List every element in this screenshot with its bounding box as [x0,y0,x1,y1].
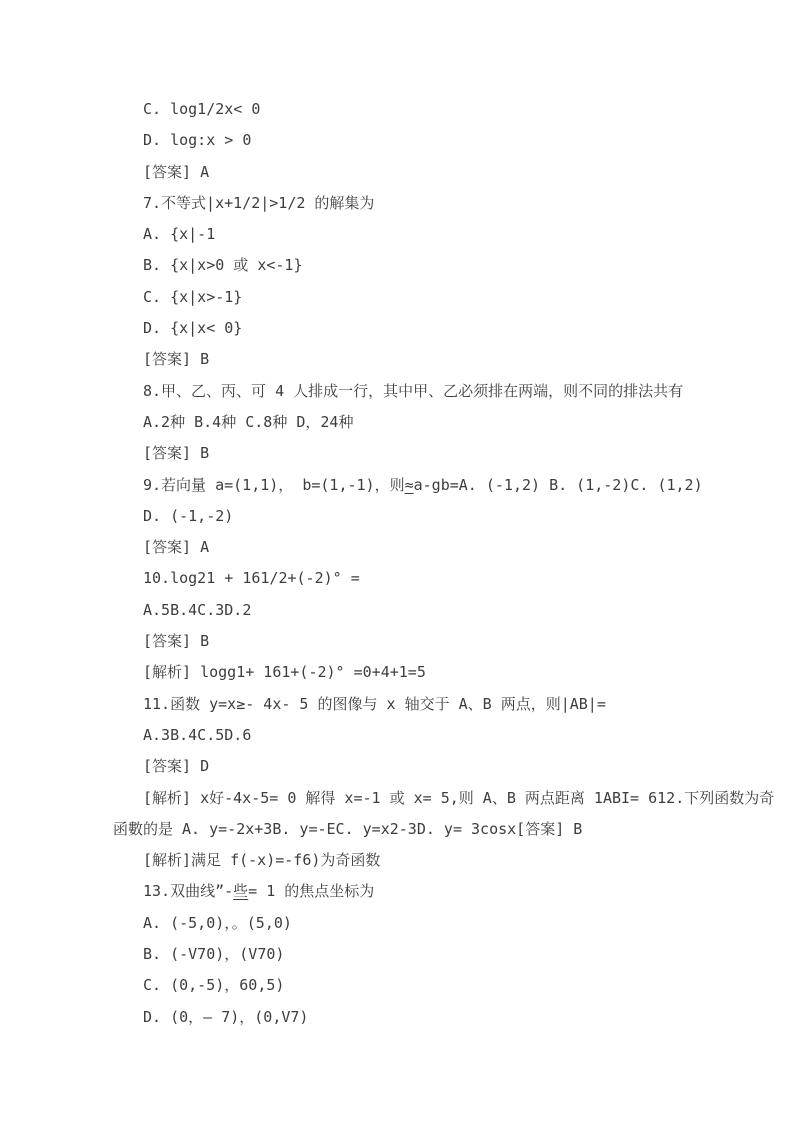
question-10-line: 10.log21 + 161/2+(-2)° = [143,569,360,588]
option-9d-line: D. (-1,-2) [143,506,234,525]
question-8-line: 8.甲、乙、丙、可 4 人排成一行，其中甲、乙必须排在两端，则不同的排法共有 [143,381,684,400]
option-6d-line: D. log:x > 0 [143,131,252,150]
analysis-11-continuation-line: 函數的是 A. y=-2x+3B. y=-EC. y=x2-3D. y= 3cosx[答案] B [113,819,583,838]
option-7d-line: D. {x|x< 0} [143,319,243,338]
option-7a-line: A. {x|-1 [143,225,216,244]
option-7b-line: B. {x|x>0 或 x<-1} [143,256,303,275]
analysis-12-line: [解析]满足 f(-x)=-f6)为奇函数 [143,851,381,870]
options-11-line: A.3B.4C.5D.6 [143,725,252,744]
question-13-line [113,876,746,907]
analysis-11-line: [解析] x好-4x-5= 0 解得 x=-1 或 x= 5,则 A、B 两点距离 1ABI= 612.下列函数为奇 [143,788,775,807]
question-9-text-post: a-gb=A. (-1,2) B. (1,-2)C. (1,2) [413,475,703,494]
question-13-text-pre: 13.双曲线”- [143,882,234,901]
answer-11-line: [答案] D [143,757,210,776]
question-13-text-post: = 1 的焦点坐标为 [248,882,375,901]
option-13d-line: D. (0，— 7)，(0,V7) [143,1007,309,1026]
analysis-10-line: [解析] logg1+ 161+(-2)° =0+4+1=5 [143,663,426,682]
formula-placeholder: ≈ [404,475,414,494]
question-7-line: 7.不等式|x+1/2|>1/2 的解集为 [143,193,375,212]
option-6c-line: C. log1/2x< 0 [143,100,261,118]
options-10-line: A.5B.4C.3D.2 [143,600,252,619]
answer-6-line: [答案] A [143,162,210,181]
question-11-line: 11.函数 y=x≥- 4x- 5 的图像与 x 轴交于 A、B 两点，则|AB|= [143,694,606,713]
option-13a-line: A. (-5,0)，。(5,0) [143,913,292,932]
option-13b-line: B. (-V70)，(V70) [143,945,285,964]
answer-7-line: [答案] B [143,350,210,369]
question-9-line [113,470,746,501]
question-9-text-pre: 9.若向量 a=(1,1)， b=(1,-1)，则 [143,475,405,494]
option-7c-line: C. {x|x>-1} [143,287,243,306]
formula-placeholder: 些 [233,882,249,901]
answer-9-line: [答案] A [143,538,210,557]
answer-10-line: [答案] B [143,632,210,651]
answer-8-line: [答案] B [143,444,210,463]
options-8-line: A.2种 B.4种 C.8种 D，24种 [143,412,354,431]
option-13c-line: C. (0,-5)，60,5) [143,976,285,995]
